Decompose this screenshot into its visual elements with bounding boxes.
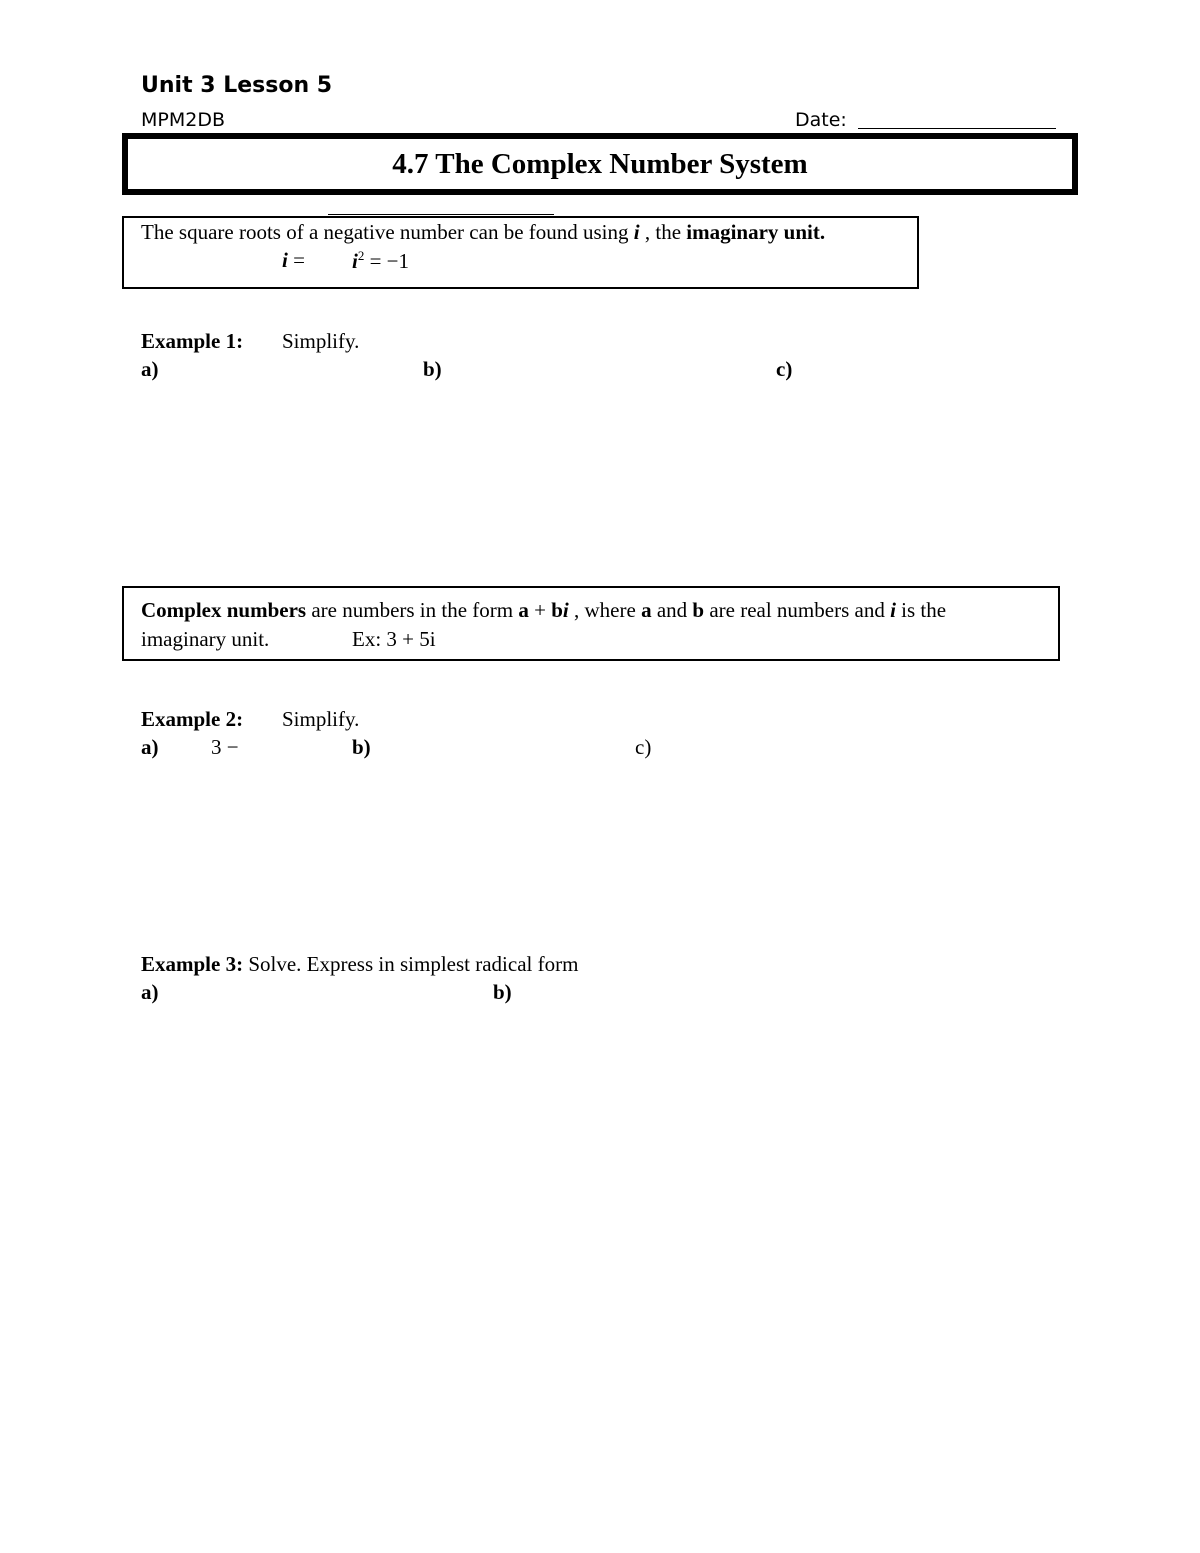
equals-sign: = xyxy=(293,248,305,272)
equals-minus-one: = −1 xyxy=(369,249,410,273)
course-code: MPM2DB xyxy=(141,109,225,131)
complex-number-example: Ex: 3 + 5i xyxy=(352,627,436,651)
definition-2-line-1 xyxy=(141,598,946,623)
definition-text: and xyxy=(656,598,688,622)
var-i: i xyxy=(352,249,358,273)
var-a: a xyxy=(641,598,652,622)
definition-text: The square roots of a negative number can be found using xyxy=(141,220,629,244)
example-3-instruction: Solve. Express in simplest radical form xyxy=(248,952,579,976)
plus-sign: + xyxy=(534,598,546,622)
definition-text: are real numbers and xyxy=(709,598,885,622)
example-3-heading xyxy=(141,952,578,977)
definition-text-mid: , the xyxy=(644,220,682,244)
definition-box-top-accent xyxy=(328,214,554,215)
example-3-label: Example 3: xyxy=(141,952,244,976)
example-2-label: Example 2: xyxy=(141,707,244,731)
title-box xyxy=(122,133,1078,195)
var-i: i xyxy=(633,220,640,244)
var-i: i xyxy=(562,598,569,622)
page-title: 4.7 The Complex Number System xyxy=(392,147,808,180)
var-i: i xyxy=(282,248,288,272)
example-1-label xyxy=(141,329,243,354)
definition-text: is the xyxy=(901,598,947,622)
equation-i-squared xyxy=(352,248,409,274)
definition-text: are numbers in the form xyxy=(311,598,514,622)
example-label: Example 1: xyxy=(141,329,244,353)
term-imaginary-unit: imaginary unit. xyxy=(686,220,826,244)
part-b-label: b) xyxy=(423,357,442,381)
part-a-label: a) xyxy=(141,357,159,381)
part-b-label: b) xyxy=(493,980,512,1004)
form-bi xyxy=(551,598,569,622)
part-c-label: c) xyxy=(776,357,793,381)
part-c-label: c) xyxy=(635,735,652,759)
definition-line-1 xyxy=(141,220,825,245)
var-b: b xyxy=(692,598,705,622)
definition-2-line-2: imaginary unit. xyxy=(141,627,270,651)
date-blank-line[interactable] xyxy=(858,128,1056,129)
equation-i xyxy=(282,248,305,273)
var-b: b xyxy=(551,598,563,622)
example-2-instruction: Simplify. xyxy=(282,707,360,731)
part-a-label: a) xyxy=(141,735,159,759)
part-a-label: a) xyxy=(141,980,159,1004)
var-i: i xyxy=(890,598,896,622)
definition-text: , where xyxy=(574,598,636,622)
var-a: a xyxy=(518,598,529,622)
term-complex-numbers: Complex numbers xyxy=(141,598,307,622)
date-label: Date: xyxy=(795,109,847,131)
example-1-instruction: Simplify. xyxy=(282,329,360,353)
unit-lesson-heading: Unit 3 Lesson 5 xyxy=(141,73,333,98)
part-b-label: b) xyxy=(352,735,371,759)
part-a-expression: 3 − xyxy=(211,735,239,759)
exponent: 2 xyxy=(357,248,365,263)
